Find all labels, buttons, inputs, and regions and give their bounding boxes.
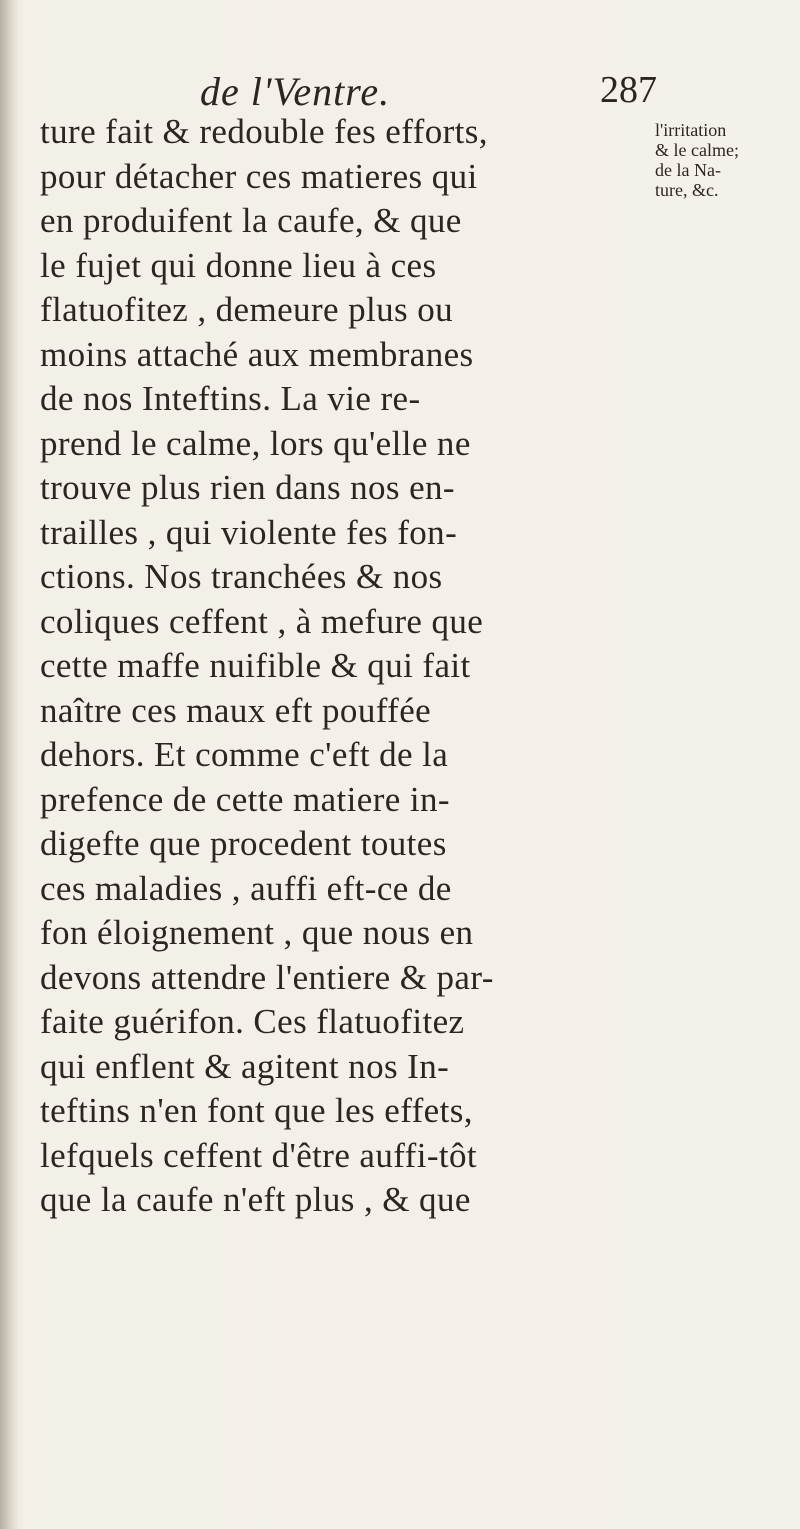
text-line: trailles , qui violente fes fon- xyxy=(40,512,458,552)
margin-note-line: l'irritation xyxy=(655,120,727,140)
text-line: pour détacher ces matieres qui xyxy=(40,156,478,196)
text-line: flatuofitez , demeure plus ou xyxy=(40,290,453,329)
text-line: ctions. Nos tranchées & nos xyxy=(40,557,443,596)
text-line: dehors. Et comme c'eft de la xyxy=(40,735,449,774)
gutter-shadow xyxy=(0,0,18,1529)
text-line: lefquels ceffent d'être auffi-tôt xyxy=(40,1135,478,1175)
margin-note-line: de la Na- xyxy=(655,160,721,180)
text-line: que la caufe n'eft plus , & que xyxy=(40,1180,471,1219)
body-text xyxy=(40,110,650,1223)
page-number: 287 xyxy=(600,69,657,111)
text-line: fon éloignement , que nous en xyxy=(40,913,474,952)
text-line: de nos Inteftins. La vie re- xyxy=(40,379,421,418)
text-line: qui enflent & agitent nos In- xyxy=(40,1046,450,1086)
text-line: teftins n'en font que les effets, xyxy=(40,1091,473,1130)
text-line: moins attaché aux membranes xyxy=(40,334,474,374)
text-line: ture fait & redouble fes efforts, xyxy=(40,112,488,151)
text-line: prend le calme, lors qu'elle ne xyxy=(40,423,471,463)
text-line: naître ces maux eft pouffée xyxy=(40,690,432,730)
text-line: digefte que procedent toutes xyxy=(40,824,447,863)
text-line: en produifent la caufe, & que xyxy=(40,201,462,240)
text-line: ces maladies , auffi eft-ce de xyxy=(40,868,452,908)
text-line: faite guérifon. Ces flatuofitez xyxy=(40,1002,465,1041)
margin-note xyxy=(655,120,795,200)
margin-note-line: & le calme; xyxy=(655,140,739,160)
margin-note-line: ture, &c. xyxy=(655,180,719,200)
text-line: trouve plus rien dans nos en- xyxy=(40,468,455,507)
text-line: prefence de cette matiere in- xyxy=(40,779,450,819)
text-line: devons attendre l'entiere & par- xyxy=(40,957,494,997)
text-line: cette maffe nuifible & qui fait xyxy=(40,646,471,685)
text-line: le fujet qui donne lieu à ces xyxy=(40,245,437,285)
running-head: de l'Ventre. xyxy=(200,69,391,114)
text-line: coliques ceffent , à mefure que xyxy=(40,601,484,641)
